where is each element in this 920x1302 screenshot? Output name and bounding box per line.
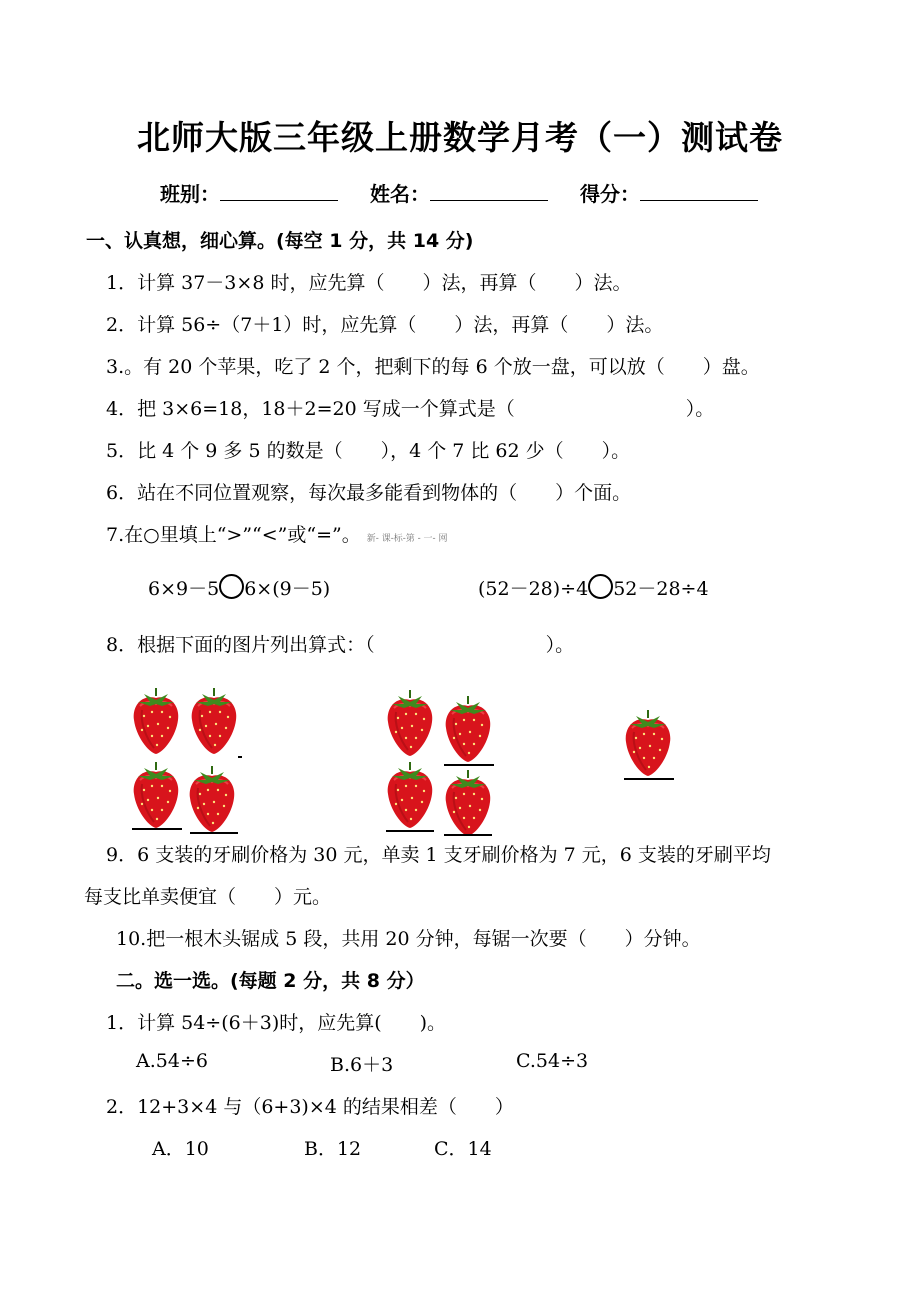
s1-question-6: 6．站在不同位置观察，每次最多能看到物体的（ ）个面。: [106, 482, 632, 504]
s2-q1-option-b[interactable]: B.6＋3: [330, 1054, 394, 1076]
underline: [190, 832, 238, 834]
expr-a-left: 6×9－5: [148, 578, 220, 600]
name-field: [370, 178, 548, 207]
score-blank[interactable]: [640, 182, 758, 201]
s1-question-3: 3.。有 20 个苹果，吃了 2 个，把剩下的每 6 个放一盘，可以放（ ）盘。: [106, 356, 760, 378]
compare-expression-a: [148, 574, 330, 601]
compare-circle-b[interactable]: [588, 574, 613, 599]
section1-heading: 一、认真想，细心算。(每空 1 分，共 14 分): [86, 230, 474, 252]
s1-question-1: 1．计算 37－3×8 时，应先算（ ）法，再算（ ）法。: [106, 272, 632, 294]
strawberry-icon: [442, 764, 494, 838]
class-label: 班别：: [160, 182, 220, 206]
name-blank[interactable]: [430, 182, 548, 201]
strawberry-icon: [622, 704, 674, 778]
s2-question-2: 2．12+3×4 与（6+3)×4 的结果相差（ ）: [106, 1096, 514, 1118]
expr-a-right: 6×(9－5): [244, 578, 331, 600]
s1-question-7-text: 7.在○里填上“>”“<”或“=”。: [106, 524, 361, 546]
s2-question-1: 1．计算 54÷(6＋3)时，应先算( )。: [106, 1012, 447, 1034]
s2-q1-option-c[interactable]: C.54÷3: [516, 1050, 589, 1072]
underline: [624, 778, 674, 780]
s1-question-5: 5．比 4 个 9 多 5 的数是（ ），4 个 7 比 62 少（ ）。: [106, 440, 631, 462]
compare-circle-a[interactable]: [219, 574, 244, 599]
watermark: 新- 课-标-第 - 一- 网: [366, 534, 448, 544]
strawberry-icon: [188, 682, 240, 756]
s2-q2-option-b[interactable]: B．12: [304, 1138, 362, 1160]
s1-question-7: [106, 520, 447, 547]
s1-question-10: 10.把一根木头锯成 5 段，共用 20 分钟，每锯一次要（ ）分钟。: [116, 928, 701, 950]
class-field: [160, 178, 338, 207]
underline: [238, 756, 242, 758]
s1-question-9-line1: 9．6 支装的牙刷价格为 30 元，单卖 1 支牙刷价格为 7 元，6 支装的牙刷平均: [106, 844, 771, 866]
strawberry-icon: [130, 682, 182, 756]
expr-b-right: 52－28÷4: [613, 578, 709, 600]
strawberry-icon: [186, 760, 238, 834]
score-label: 得分：: [580, 182, 640, 206]
s2-q1-option-a[interactable]: A.54÷6: [136, 1050, 208, 1072]
s1-question-4: 4．把 3×6=18，18＋2=20 写成一个算式是（ ）。: [106, 398, 715, 420]
underline: [132, 828, 182, 830]
strawberry-icon: [384, 684, 436, 758]
expr-b-left: (52－28)÷4: [478, 578, 589, 600]
page-title: 北师大版三年级上册数学月考（一）测试卷: [137, 118, 783, 157]
class-blank[interactable]: [220, 182, 338, 201]
underline: [386, 830, 434, 832]
s1-question-8: 8．根据下面的图片列出算式：（ ）。: [106, 634, 575, 656]
strawberry-icon: [130, 756, 182, 830]
strawberry-icon: [442, 690, 494, 764]
s2-q2-option-a[interactable]: A．10: [152, 1138, 209, 1160]
score-field: [580, 178, 758, 207]
underline: [444, 834, 492, 836]
strawberry-icon: [384, 756, 436, 830]
name-label: 姓名：: [370, 182, 430, 206]
s1-question-9-line2: 每支比单卖便宜（ ）元。: [84, 886, 332, 908]
s1-question-2: 2．计算 56÷（7＋1）时，应先算（ ）法，再算（ ）法。: [106, 314, 664, 336]
underline: [444, 764, 494, 766]
section2-heading: 二。选一选。(每题 2 分，共 8 分）: [116, 970, 425, 992]
compare-expression-b: [478, 574, 709, 601]
s2-q2-option-c[interactable]: C．14: [434, 1138, 492, 1160]
